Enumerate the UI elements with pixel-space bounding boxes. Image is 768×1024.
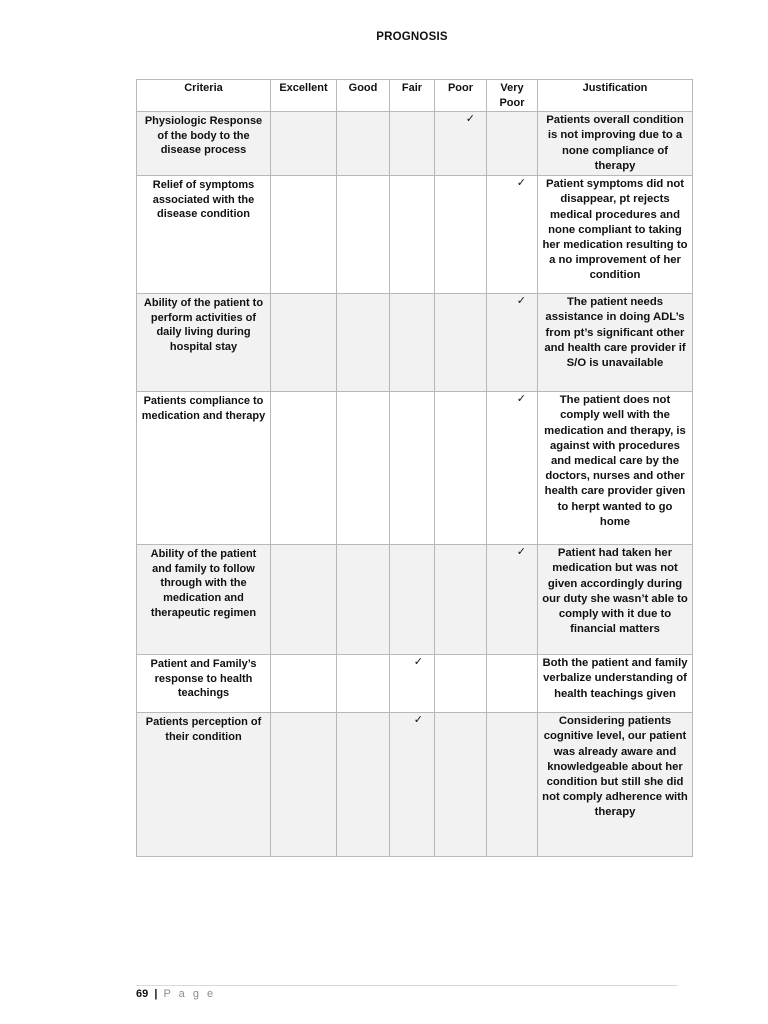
justification-cell: Considering patients cognitive level, our patient was already aware and knowledgeable about her condition but still she did not comply adherence with therapy bbox=[538, 713, 693, 857]
justification-cell: Patient had taken her medication but was not given accordingly during our duty she wasn’t able to comply with it due to financial matters bbox=[538, 545, 693, 655]
rating-cell-fair bbox=[390, 112, 435, 176]
check-mark-icon: ✓ bbox=[516, 546, 526, 559]
rating-cell-fair bbox=[390, 176, 435, 294]
rating-cell-excellent bbox=[271, 294, 337, 392]
justification-cell: Patient symptoms did not disappear, pt rejects medical procedures and none compliant to taking her medication resulting to a no improvement of her condition bbox=[538, 176, 693, 294]
rating-cell-very-poor bbox=[487, 655, 538, 713]
justification-cell: Patients overall condition is not improving due to a none compliance of therapy bbox=[538, 112, 693, 176]
rating-cell-excellent bbox=[271, 176, 337, 294]
table-row bbox=[137, 392, 693, 545]
check-mark-icon: ✓ bbox=[413, 714, 423, 727]
rating-cell-poor bbox=[435, 176, 487, 294]
criteria-cell: Patients compliance to medication and therapy bbox=[137, 392, 271, 545]
table-row bbox=[137, 176, 693, 294]
rating-cell-fair bbox=[390, 294, 435, 392]
rating-cell-excellent bbox=[271, 112, 337, 176]
rating-cell-very-poor bbox=[487, 713, 538, 857]
rating-cell-very-poor bbox=[487, 176, 538, 294]
rating-cell-good bbox=[337, 545, 390, 655]
header-fair: Fair bbox=[390, 80, 435, 112]
page-footer bbox=[136, 988, 216, 1000]
rating-cell-excellent bbox=[271, 392, 337, 545]
rating-cell-excellent bbox=[271, 545, 337, 655]
header-good: Good bbox=[337, 80, 390, 112]
check-mark-icon: ✓ bbox=[516, 393, 526, 406]
footer-divider bbox=[136, 985, 678, 986]
check-mark-icon: ✓ bbox=[516, 295, 526, 308]
criteria-cell: Relief of symptoms associated with the disease condition bbox=[137, 176, 271, 294]
justification-cell: The patient does not comply well with the medication and therapy, is against with procedures and medical care by the doctors, nurses and other health care provider given to herpt wanted to go home bbox=[538, 392, 693, 545]
table-row bbox=[137, 294, 693, 392]
justification-cell: The patient needs assistance in doing ADL’s from pt’s significant other and health care provider if S/O is unavailable bbox=[538, 294, 693, 392]
check-mark-icon: ✓ bbox=[516, 177, 526, 190]
rating-cell-fair bbox=[390, 392, 435, 545]
rating-cell-very-poor bbox=[487, 545, 538, 655]
prognosis-table bbox=[136, 79, 693, 857]
table-row bbox=[137, 112, 693, 176]
rating-cell-good bbox=[337, 392, 390, 545]
rating-cell-fair bbox=[390, 545, 435, 655]
rating-cell-poor bbox=[435, 294, 487, 392]
header-very-poor-label: Very Poor bbox=[499, 82, 525, 109]
header-excellent: Excellent bbox=[271, 80, 337, 112]
rating-cell-good bbox=[337, 294, 390, 392]
page-number: 69 bbox=[136, 988, 149, 1000]
rating-cell-excellent bbox=[271, 713, 337, 857]
check-mark-icon: ✓ bbox=[465, 113, 475, 126]
table-row bbox=[137, 713, 693, 857]
rating-cell-good bbox=[337, 655, 390, 713]
rating-cell-fair bbox=[390, 713, 435, 857]
header-criteria: Criteria bbox=[137, 80, 271, 112]
rating-cell-good bbox=[337, 176, 390, 294]
rating-cell-excellent bbox=[271, 655, 337, 713]
rating-cell-poor bbox=[435, 655, 487, 713]
criteria-cell: Ability of the patient and family to follow through with the medication and therapeutic regimen bbox=[137, 545, 271, 655]
table-row bbox=[137, 545, 693, 655]
rating-cell-poor bbox=[435, 545, 487, 655]
justification-cell: Both the patient and family verbalize understanding of health teachings given bbox=[538, 655, 693, 713]
rating-cell-poor bbox=[435, 392, 487, 545]
header-very-poor bbox=[487, 80, 538, 112]
check-mark-icon: ✓ bbox=[413, 656, 423, 669]
header-justification: Justification bbox=[538, 80, 693, 112]
criteria-cell: Patient and Family’s response to health teachings bbox=[137, 655, 271, 713]
criteria-cell: Physiologic Response of the body to the disease process bbox=[137, 112, 271, 176]
rating-cell-good bbox=[337, 713, 390, 857]
criteria-cell: Ability of the patient to perform activities of daily living during hospital stay bbox=[137, 294, 271, 392]
rating-cell-poor bbox=[435, 112, 487, 176]
rating-cell-poor bbox=[435, 713, 487, 857]
rating-cell-very-poor bbox=[487, 112, 538, 176]
table-body bbox=[137, 112, 693, 857]
header-poor: Poor bbox=[435, 80, 487, 112]
rating-cell-very-poor bbox=[487, 294, 538, 392]
rating-cell-fair bbox=[390, 655, 435, 713]
page-label: P a g e bbox=[163, 988, 216, 1000]
criteria-cell: Patients perception of their condition bbox=[137, 713, 271, 857]
table-row bbox=[137, 655, 693, 713]
page-title: PROGNOSIS bbox=[376, 31, 448, 43]
rating-cell-very-poor bbox=[487, 392, 538, 545]
table-header-row bbox=[137, 80, 693, 112]
rating-cell-good bbox=[337, 112, 390, 176]
footer-separator: | bbox=[154, 988, 158, 1000]
